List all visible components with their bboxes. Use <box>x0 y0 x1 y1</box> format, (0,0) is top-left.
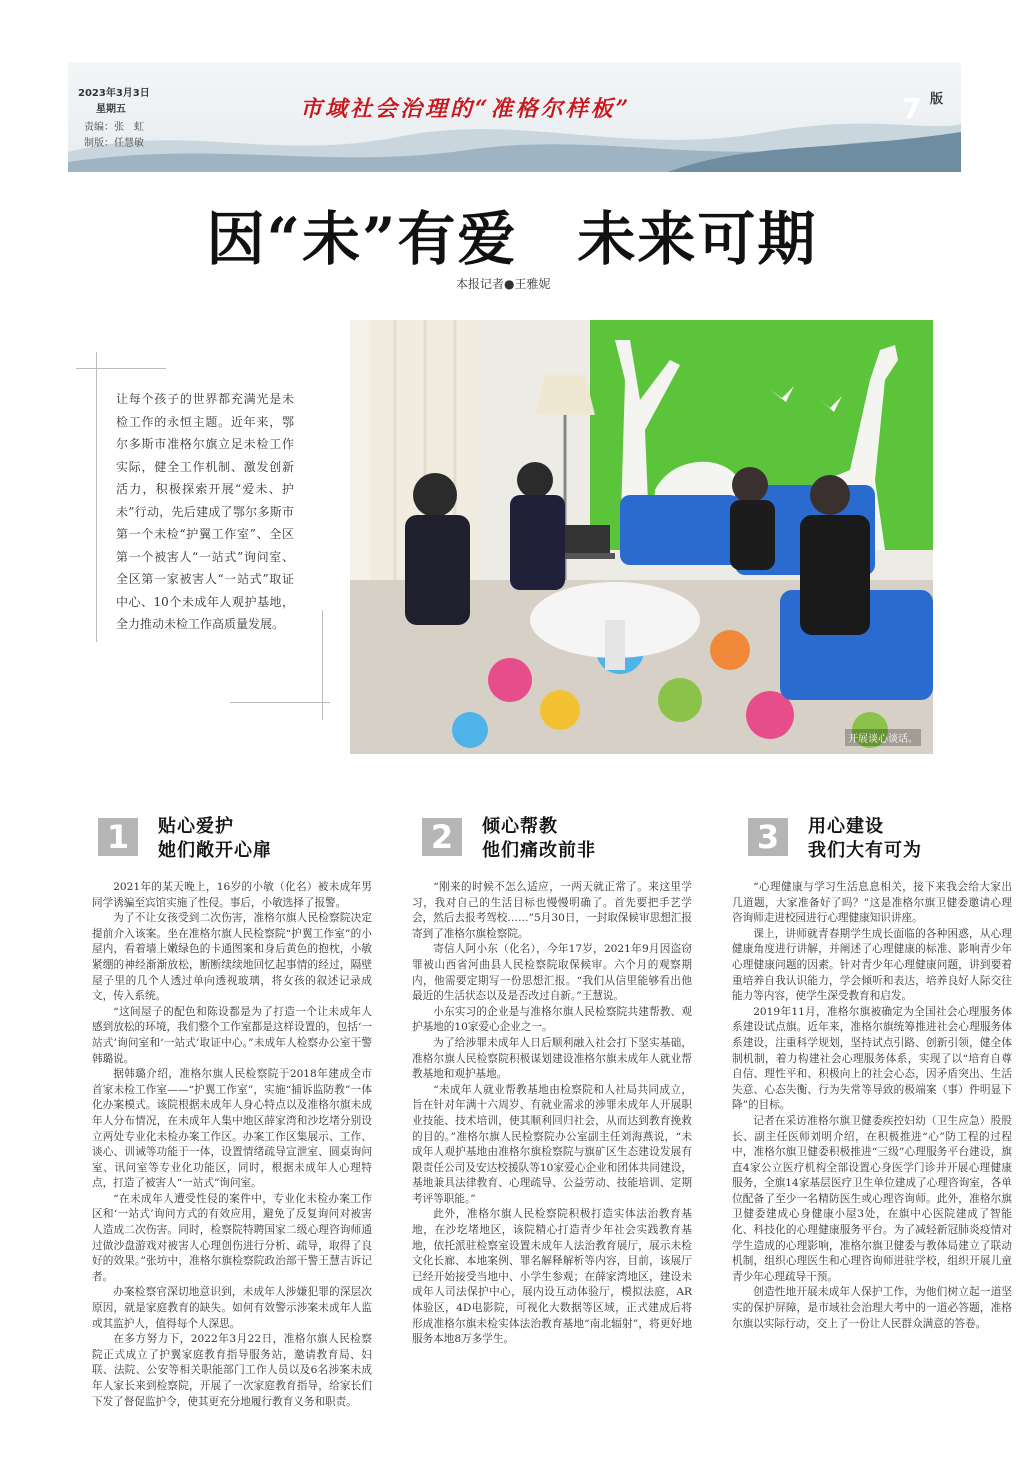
paragraph: 在多方努力下，2022年3月22日，准格尔旗人民检察院正式成立了护翼家庭教育指导服务站，邀请教育局、妇联、法院、公安等相关职能部门工作人员以及6名涉案未成年人家长来到检察院，开展了一次家庭教育指导，给家长们下发了督促监护令，使其更充分地履行教育义务和职责。 <box>92 1333 372 1408</box>
article-lead: 让每个孩子的世界都充满光是未检工作的永恒主题。近年来，鄂尔多斯市准格尔旗立足未检工作实际，健全工作机制、激发创新活力，积极探索开展“爱未、护未”行动，先后建成了鄂尔多斯市第一个未检“护翼工作室”、全区第一个被害人“一站式”询问室、全区第一家被害人“一站式”取证中心、10个未成年人观护基地，全力推动未检工作高质量发展。 <box>116 392 294 631</box>
paragraph: “心理健康与学习生活息息相关，接下来我会给大家出几道题，大家准备好了吗？”这是准格尔旗卫健委邀请心理咨询师走进校园进行心理健康知识讲座。 <box>732 881 1012 925</box>
paragraph: 记者在采访准格尔旗卫健委疾控妇幼（卫生应急）股股长、副主任医师刘明介绍，在积极推进“心”防工程的过程中，准格尔旗卫健委积极推进“三级”心理服务平台建设，旗直4家公立医疗机构全部设置心身医学门诊并开展心理健康服务，全旗14家基层医疗卫生单位建成了心理咨询室，各单位配备了至少一名精防医生或心理咨询师。此外，准格尔旗卫健委建成心身健康小屋3处，在旗中心医院建成了智能化、科技化的心理健康服务平台。为了减轻新冠肺炎疫情对学生造成的心理影响，准格尔旗卫健委与教体局建立了联动机制，组织心理医生和心理咨询师进驻学校，组织开展儿童青少年心理疏导干预。 <box>732 1114 1012 1283</box>
paragraph: 课上，讲师就青春期学生成长面临的各种困惑，从心理健康角度进行讲解，并阐述了心理健康的标准、影响青少年心理健康问题的因素。针对青少年心理健康问题，讲到要着重培养自我认识能力，学会倾听和表达，培养良好人际交往能力等内容，使学生深受教育和启发。 <box>732 927 1012 1003</box>
paragraph: 办案检察官深切地意识到，未成年人涉嫌犯罪的深层次原因，就是家庭教育的缺失。如何有效警示涉案未成年人监或其监护人，值得每个人深思。 <box>92 1286 372 1330</box>
paragraph: 2019年11月，准格尔旗被确定为全国社会心理服务体系建设试点旗。近年来，准格尔旗统筹推进社会心理服务体系建设，注重科学规划，坚持试点引路、创新引领，健全体制机制，着力构建社会心理服务体系，实现了以“培育自尊自信、理性平和、积极向上的社会心态，因矛盾突出、生活失意、心态失衡、行为失常等导致的极端案（事）件明显下降”的目标。 <box>732 1005 1012 1112</box>
counseling-room-illustration <box>350 320 933 754</box>
paragraph: “这间屋子的配色和陈设都是为了打造一个让未成年人感到放松的环境，我们整个工作室都是这样设置的，包括‘一站式’询问室和‘一站式’取证中心。”未成年人检察办公室干警韩璐说。 <box>92 1005 372 1065</box>
paragraph: 2021年的某天晚上，16岁的小敏（化名）被未成年男同学诱骗至宾馆实施了性侵。事后，小敏选择了报警。 <box>92 881 372 909</box>
paragraph: “未成年人就业帮教基地由检察院和人社局共同成立，旨在针对年满十六周岁、有就业需求的涉罪未成年人开展职业技能、技术培训，使其顺利回归社会，从而达到教育挽救的目的。”准格尔旗人民检察院办公室副主任刘海燕说，“未成年人观护基地由准格尔旗检察院与旗矿区生态建设发展有限责任公司及安达校援队等10家爱心企业和团体共同建设，基地兼具法律教育、心理疏导、公益劳动、技能培训、定期考评等职能。” <box>412 1083 692 1205</box>
paragraph: 寄信人阿小东（化名），今年17岁，2021年9月因盗窃罪被山西省河曲县人民检察院取保候审。六个月的观察期内，他需要定期写一份思想汇报。“我们从信里能够看出他最近的生活状态以及是否改过自新。”王慧说。 <box>412 943 692 1003</box>
article-byline: 本报记者●王雅妮 <box>456 277 551 291</box>
lead-decor-line <box>96 352 97 642</box>
section-subtitle: 我们大有可为 <box>808 840 922 861</box>
issue-weekday: 星期五 <box>96 104 126 115</box>
section-title: 贴心爱护 <box>158 816 234 837</box>
paragraph: 小东实习的企业是与准格尔旗人民检察院共建帮教、观护基地的10家爱心企业之一。 <box>412 1005 692 1034</box>
photo-caption: 开展谈心谈话。 <box>845 729 921 746</box>
paragraph: “刚来的时候不怎么适应，一两天就正常了。来这里学习，我对自己的生活目标也慢慢明确了。首先要把手艺学会，然后去报考驾校……”5月30日，一封取保候审思想汇报寄到了准格尔旗检察院。 <box>412 881 692 940</box>
issue-date: 2023年3月3日 <box>78 88 150 99</box>
lead-decor-line <box>76 368 166 369</box>
paragraph: 此外，准格尔旗人民检察院积极打造实体法治教育基地，在沙圪堵地区，该院精心打造青少年社会实践教育基地，依托派驻检察室设置未成年人法治教育展厅，展示未检文化长廊、本地案例、罪名解释解析等内容，目前，该展厅已经开始接受当地中、小学生参观；在薛家湾地区，建设未成年人司法保护中心，展内设互动体验厅，模拟法庭，AR体验区，4D电影院，可视化大数据等区域，正式建成后将形成准格尔旗未检实体法治教育基地“南北辐射”，将更好地服务本地8万多学生。 <box>412 1208 692 1346</box>
designer-credit: 制版：任慧敏 <box>84 138 144 149</box>
editor-credit: 责编：张 虹 <box>84 122 144 133</box>
column-section-1 <box>92 880 372 1410</box>
page-number: 7 <box>902 92 922 125</box>
article-headline: 因“未”有爱 未来可期 <box>206 205 818 273</box>
section-title: 用心建设 <box>808 816 884 837</box>
section-1-head <box>98 812 328 862</box>
paragraph: 为了给涉罪未成年人日后顺利融入社会打下坚实基础，准格尔旗人民检察院积极谋划建设准格尔旗未成年人就业帮教基地和观护基地。 <box>412 1036 692 1081</box>
paragraph: 为了不让女孩受到二次伤害，准格尔旗人民检察院决定提前介入该案。坐在准格尔旗人民检察院“护翼工作室”的小屋内，看着墙上嫩绿色的卡通图案和身后黄色的抱枕，小敏紧绷的神经渐渐放松，断断续续地回忆起事情的经过，隔壁屋子里的几个人透过单向透视玻璃，将女孩的叙述记录成文，传入系统。 <box>92 912 372 1003</box>
section-number: 2 <box>422 818 462 856</box>
column-section-3 <box>732 880 1012 1332</box>
section-number: 1 <box>98 818 138 856</box>
section-subtitle: 她们敞开心扉 <box>158 840 272 861</box>
article-photo <box>350 320 933 754</box>
lead-decor-line <box>322 610 323 720</box>
section-2-head <box>422 812 652 862</box>
section-number: 3 <box>748 818 788 856</box>
page-unit: 版 <box>930 92 944 107</box>
paragraph: “在未成年人遭受性侵的案件中，专业化未检办案工作区和‘一站式’询问方式的有效应用，避免了反复询问对被害人造成二次伤害。同时，检察院特聘国家二级心理咨询师通过做沙盘游戏对被害人心理创伤进行分析、疏导，取得了良好的效果。”张坊中，准格尔旗检察院政治部干警王慧吉诉记者。 <box>92 1192 372 1283</box>
paragraph: 创造性地开展未成年人保护工作，为他们树立起一道坚实的保护屏障，是市域社会治理大考中的一道必答题，准格尔旗以实际行动，交上了一份让人民群众满意的答卷。 <box>732 1286 1012 1330</box>
lead-decor-line <box>230 702 330 703</box>
section-3-head <box>748 812 978 862</box>
paragraph: 据韩璐介绍，准格尔旗人民检察院于2018年建成全市首家未检工作室——“护翼工作室”，实施“捕诉监防教”一体化办案模式。该院根据未成年人身心特点以及准格尔旗未成年人分布情况，在未成年人集中地区薛家湾和沙圪堵分别设立两处专业化未检办案工作区。办案工作区集展示、工作、谈心、训诫等功能于一体，设置情绪疏导宣泄室、圆桌询问室、讯问室等专业化功能区，同时，根据未成年人心理特点，打造了被害人“一站式”询问室。 <box>92 1068 372 1190</box>
section-subtitle: 他们痛改前非 <box>482 840 596 861</box>
page-section-title: 市域社会治理的“准格尔样板” <box>300 96 632 122</box>
column-section-2 <box>412 880 692 1348</box>
section-title: 倾心帮教 <box>482 816 558 837</box>
